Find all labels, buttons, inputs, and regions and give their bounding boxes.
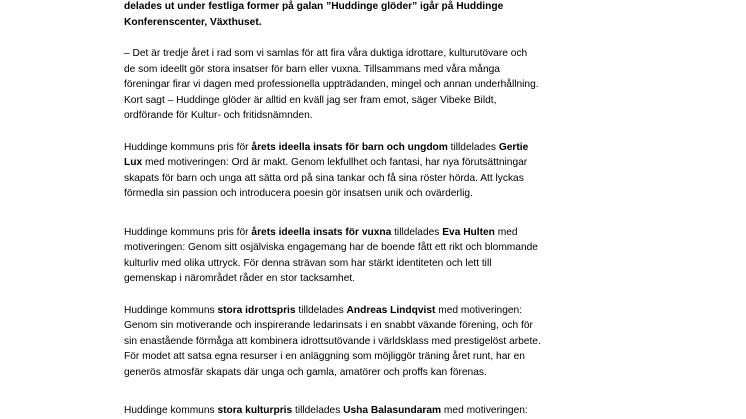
award-youth-winner-last: Lux [124,157,143,168]
award-youth-line-4: förmedla sin passion och introducera poesin gör insatsen unik och ovärderlig. [124,188,473,199]
award-adults-category: årets ideella insats för vuxna [251,227,392,238]
award-culture-line-1: Huddinge kommuns stora kulturpris tilldelades Usha Balasundaram med motiveringen: [124,405,528,416]
award-sports-line-1: Huddinge kommuns stora idrottspris tilldelades Andreas Lindqvist med motiveringen: [124,305,523,316]
award-sports-line-5: generös atmosfär skapats där unga och gamla, amatörer och proffs kan förenas. [124,367,487,378]
award-adults-line-1: Huddinge kommuns pris för årets ideella insats för vuxna tilldelades Eva Hulten med [124,227,518,238]
award-sports-line-2: Genom sin motiverande och inspirerande ledarinsats i en snabbt växande förening, och för [124,320,533,331]
award-culture-category: stora kulturpris [217,405,293,416]
quote-line-4: Kort sagt – Huddinge glöder är alltid en kväll jag ser fram emot, säger Vibeke Bildt, [124,95,497,106]
award-adults-line-2: motiveringen: Genom sitt osjälviska engagemang har de boende fått ett rikt och blommande [124,242,538,253]
award-adults-winner: Eva Hulten [442,227,495,238]
award-youth-winner-first: Gertie [498,142,529,153]
award-youth-line-2: Lux med motiveringen: Ord är makt. Genom lekfullhet och fantasi, har nya förutsättningar [124,157,528,168]
award-sports-category: stora idrottspris [217,305,296,316]
quote-line-1: – Det är tredje året i rad som vi samlas för att fira våra duktiga idrottare, kulturutövare och [124,48,528,59]
award-youth-line-1: Huddinge kommuns pris för årets ideella insats för barn och ungdom tilldelades Gertie [124,142,529,153]
intro-line-1: delades ut under festliga former på galan ”Huddinge glöder” igår på Huddinge [124,1,504,12]
intro-line-2: Konferenscenter, Växthuset. [124,17,262,28]
award-sports-line-3: sin enastående förmåga att kombinera idrottsutövande i världsklass med prestigelöst arbete. [124,336,541,347]
quote-line-2: de som ideellt gör stora insatser för barn eller vuxna. Tillsammans med våra många [124,64,500,75]
award-youth-category: årets ideella insats för barn och ungdom [251,142,448,153]
award-adults-line-3: kulturliv med olika uttryck. För denna strävan som har stärkt identiteten och lett till [124,258,492,269]
quote-line-5: ordförande för Kultur- och fritidsnämnden. [124,110,313,121]
quote-line-3: föreningar firar vi dagen med professionella uppträdanden, mingel och annan underhållning. [124,79,539,90]
award-sports-line-4: För modet att satsa egna resurser i en anläggning som möjliggör träning året runt, har en [124,351,525,362]
award-culture-winner: Usha Balasundaram [343,405,442,416]
award-adults-line-4: gemenskap i närområdet råder en stor tacksamhet. [124,273,356,284]
award-sports-winner: Andreas Lindqvist [346,305,436,316]
award-youth-line-3: skapats för barn och unga att sätta ord på sina tankar och få sina röster hörda. Att lyckas [124,173,524,184]
